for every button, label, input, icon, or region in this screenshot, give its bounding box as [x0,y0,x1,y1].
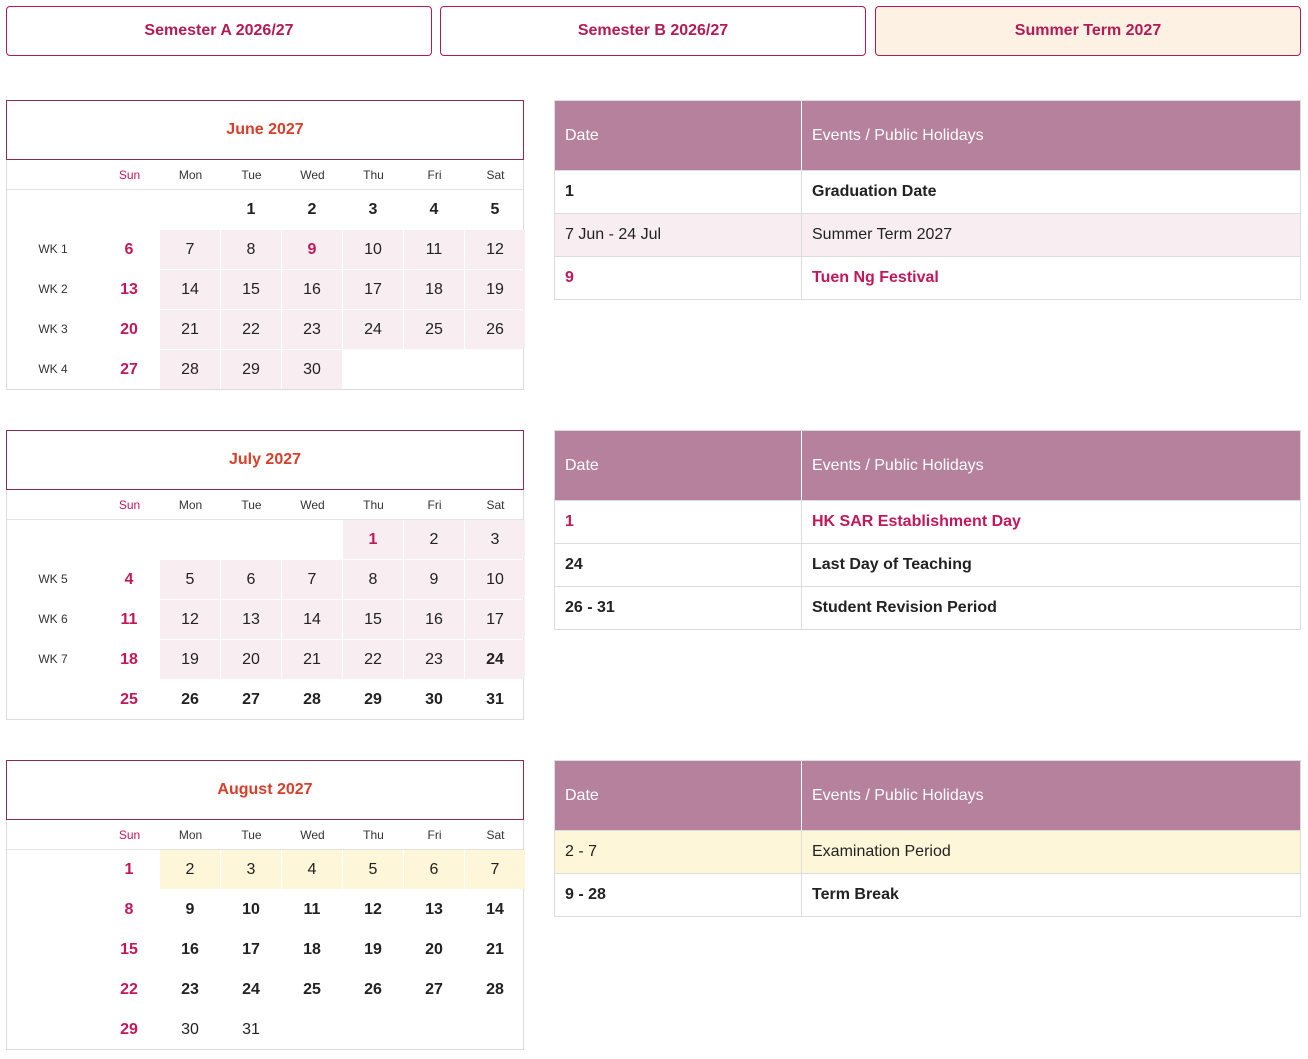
calendar-day[interactable]: 30 [181,1020,199,1038]
weekday-label: Wed [300,498,325,512]
calendar-day[interactable]: 2 [404,520,464,559]
week-number [7,890,99,929]
calendar-day[interactable]: 14 [486,900,504,918]
calendar-day[interactable]: 1 [246,200,256,218]
event-date: 9 - 28 [555,874,802,916]
week-number [7,1010,99,1049]
calendar-day[interactable]: 8 [221,230,281,269]
calendar-day [99,520,159,559]
calendar-day[interactable]: 12 [160,600,220,639]
weekday-label: Wed [300,828,325,842]
event-name: Term Break [812,886,899,903]
calendar-day[interactable]: 9 [185,900,195,918]
calendar-day[interactable]: 28 [486,980,504,998]
calendar-day[interactable]: 18 [404,270,464,309]
calendar-day[interactable]: 7 [160,230,220,269]
weekday-label: Mon [178,498,203,512]
event-date: 7 Jun - 24 Jul [555,214,802,256]
weekday-label: Mon [178,828,203,842]
calendar-day[interactable]: 15 [221,270,281,309]
calendar-day[interactable]: 29 [221,350,281,389]
events-table-header [555,101,1300,170]
calendar-day[interactable]: 6 [124,240,134,258]
calendar-day[interactable]: 20 [221,640,281,679]
events-column-header: Events / Public Holidays [812,786,984,804]
calendar-day [160,520,220,559]
calendar-day[interactable]: 31 [242,1020,260,1038]
month-block [6,430,1301,720]
calendar-day[interactable]: 3 [465,520,525,559]
calendar-day[interactable]: 6 [221,560,281,599]
weekday-label: Fri [427,168,442,182]
weekday-label: Mon [178,168,203,182]
calendar-day[interactable]: 9 [282,230,342,269]
calendar-day [282,1010,342,1049]
calendar-month-title: June 2027 [6,100,524,160]
calendar-day[interactable]: 5 [343,850,403,889]
calendar-day[interactable]: 10 [465,560,525,599]
calendar-day[interactable]: 29 [364,690,382,708]
event-name: Student Revision Period [812,599,997,616]
calendar-day [343,350,403,389]
calendar-day[interactable]: 24 [242,980,260,998]
calendar-day[interactable]: 20 [120,320,138,338]
calendar-day[interactable]: 4 [429,200,439,218]
calendar-day[interactable]: 28 [160,350,220,389]
calendar-day[interactable]: 16 [404,600,464,639]
month-block [6,100,1301,390]
calendar-day[interactable]: 3 [368,200,378,218]
calendar-day [99,190,159,229]
calendar-day[interactable]: 8 [343,560,403,599]
calendar-day[interactable]: 5 [160,560,220,599]
calendar-day[interactable]: 26 [465,310,525,349]
calendar-day[interactable]: 2 [160,850,220,889]
event-date: 2 - 7 [555,831,802,873]
calendar-day[interactable]: 13 [425,900,443,918]
calendar-day[interactable]: 27 [425,980,443,998]
calendar-month-title: July 2027 [6,430,524,490]
calendar-day[interactable]: 30 [425,690,443,708]
calendar-day[interactable]: 12 [364,900,382,918]
term-tabs [6,6,1301,56]
calendar-day[interactable]: 21 [486,940,504,958]
event-date: 1 [555,501,802,543]
calendar-day[interactable]: 1 [343,520,403,559]
calendar-day [160,190,220,229]
week-number [7,680,99,719]
calendar-day[interactable]: 17 [343,270,403,309]
events-table [554,760,1301,917]
table-row [555,586,1300,629]
week-number [7,850,99,889]
weekday-label: Thu [363,498,384,512]
calendar-day[interactable]: 18 [303,940,321,958]
calendar-day[interactable]: 11 [303,900,321,918]
events-table-header [555,761,1300,830]
calendar-day[interactable]: 14 [160,270,220,309]
week-number [7,970,99,1009]
calendar-day[interactable]: 14 [282,600,342,639]
calendar-day[interactable]: 20 [425,940,443,958]
weekday-label: Sun [118,828,141,842]
calendar-day[interactable]: 11 [120,610,138,628]
weekday-label: Tue [241,828,262,842]
calendar-day[interactable]: 23 [181,980,199,998]
calendar-day[interactable]: 26 [364,980,382,998]
table-row [555,500,1300,543]
week-number: WK 6 [38,612,68,626]
calendar-day[interactable]: 7 [465,850,525,889]
week-number [7,190,99,229]
calendar-day[interactable]: 21 [282,640,342,679]
calendar-day[interactable]: 13 [221,600,281,639]
week-number: WK 1 [38,242,68,256]
calendar-day[interactable]: 16 [181,940,199,958]
weekday-label: Thu [363,168,384,182]
event-name: Tuen Ng Festival [812,269,939,286]
event-name: Examination Period [812,843,951,860]
calendar [6,430,524,720]
weekday-header [7,160,523,190]
calendar-day[interactable]: 7 [282,560,342,599]
week-number: WK 5 [38,572,68,586]
week-number [7,930,99,969]
calendar-day[interactable]: 9 [404,560,464,599]
table-row [555,170,1300,213]
calendar-day[interactable]: 6 [404,850,464,889]
events-table [554,100,1301,300]
calendar-day[interactable]: 24 [465,640,525,679]
event-name: Summer Term 2027 [812,226,953,243]
weekday-label: Sat [486,828,505,842]
weekday-label: Tue [241,498,262,512]
calendar-day [465,350,525,389]
date-column-header: Date [555,101,802,170]
week-number: WK 7 [38,652,68,666]
calendar-day[interactable]: 22 [120,980,138,998]
table-row [555,256,1300,299]
weekday-label: Sun [118,168,141,182]
calendar [6,100,524,390]
weekday-label: Sat [486,168,505,182]
calendar-day[interactable]: 28 [303,690,321,708]
week-number: WK 3 [38,322,68,336]
week-number: WK 2 [38,282,68,296]
event-name: Graduation Date [812,183,937,200]
calendar-day[interactable]: 11 [404,230,464,269]
calendar-day [465,1010,525,1049]
calendar-day[interactable]: 29 [120,1020,138,1038]
calendar-day[interactable]: 1 [124,860,134,878]
calendar-day [343,1010,403,1049]
calendar-day[interactable]: 3 [221,850,281,889]
calendar-month-title: August 2027 [6,760,524,820]
calendar-day[interactable]: 22 [221,310,281,349]
calendar-day[interactable]: 26 [181,690,199,708]
events-column-header: Events / Public Holidays [812,126,984,144]
events-table-header [555,431,1300,500]
calendar-day[interactable]: 13 [120,280,138,298]
calendar-day [404,350,464,389]
calendar-day [404,1010,464,1049]
tab-summer-term[interactable]: Summer Term 2027 [875,6,1301,56]
weekday-label: Fri [427,828,442,842]
calendar-day[interactable]: 19 [160,640,220,679]
event-date: 9 [555,257,802,299]
calendar-day[interactable]: 4 [282,850,342,889]
calendar-day [282,520,342,559]
calendar-day[interactable]: 27 [242,690,260,708]
table-row [555,543,1300,586]
table-row [555,830,1300,873]
calendar-day[interactable]: 15 [120,940,138,958]
weekday-label: Tue [241,168,262,182]
calendar-day[interactable]: 24 [343,310,403,349]
table-row [555,213,1300,256]
event-name: HK SAR Establishment Day [812,513,1021,530]
calendar-day[interactable]: 17 [465,600,525,639]
calendar-day[interactable]: 10 [242,900,260,918]
date-column-header: Date [555,431,802,500]
weekday-label: Sun [118,498,141,512]
calendar-day[interactable]: 18 [120,650,138,668]
calendar-day[interactable]: 25 [404,310,464,349]
event-date: 26 - 31 [555,587,802,629]
calendar-day[interactable]: 21 [160,310,220,349]
weekday-label: Wed [300,168,325,182]
calendar-day[interactable]: 19 [465,270,525,309]
month-block [6,760,1301,1050]
event-name: Last Day of Teaching [812,556,972,573]
calendar-day [221,520,281,559]
weekday-header [7,820,523,850]
calendar-day[interactable]: 30 [282,350,342,389]
calendar-day[interactable]: 4 [124,570,134,588]
tab-semester-b[interactable]: Semester B 2026/27 [440,6,866,56]
date-column-header: Date [555,761,802,830]
calendar-day[interactable]: 16 [282,270,342,309]
events-table [554,430,1301,630]
calendar-day[interactable]: 15 [343,600,403,639]
calendar-day[interactable]: 25 [303,980,321,998]
calendar-day[interactable]: 2 [307,200,317,218]
calendar-day[interactable]: 23 [404,640,464,679]
calendar-day[interactable]: 17 [242,940,260,958]
event-date: 24 [555,544,802,586]
calendar-day[interactable]: 10 [343,230,403,269]
calendar-day[interactable]: 23 [282,310,342,349]
calendar-day[interactable]: 31 [486,690,504,708]
calendar-day[interactable]: 25 [120,690,138,708]
weekday-header [7,490,523,520]
calendar [6,760,524,1050]
table-row [555,873,1300,916]
calendar-day[interactable]: 5 [490,200,500,218]
weekday-label: Sat [486,498,505,512]
weekday-label: Fri [427,498,442,512]
weekday-label: Thu [363,828,384,842]
tab-semester-a[interactable]: Semester A 2026/27 [6,6,432,56]
calendar-day[interactable]: 27 [120,360,138,378]
calendar-day[interactable]: 12 [465,230,525,269]
events-column-header: Events / Public Holidays [812,456,984,474]
calendar-day[interactable]: 22 [343,640,403,679]
week-number: WK 4 [38,362,68,376]
calendar-day[interactable]: 19 [364,940,382,958]
event-date: 1 [555,171,802,213]
week-number [7,520,99,559]
calendar-day[interactable]: 8 [124,900,134,918]
